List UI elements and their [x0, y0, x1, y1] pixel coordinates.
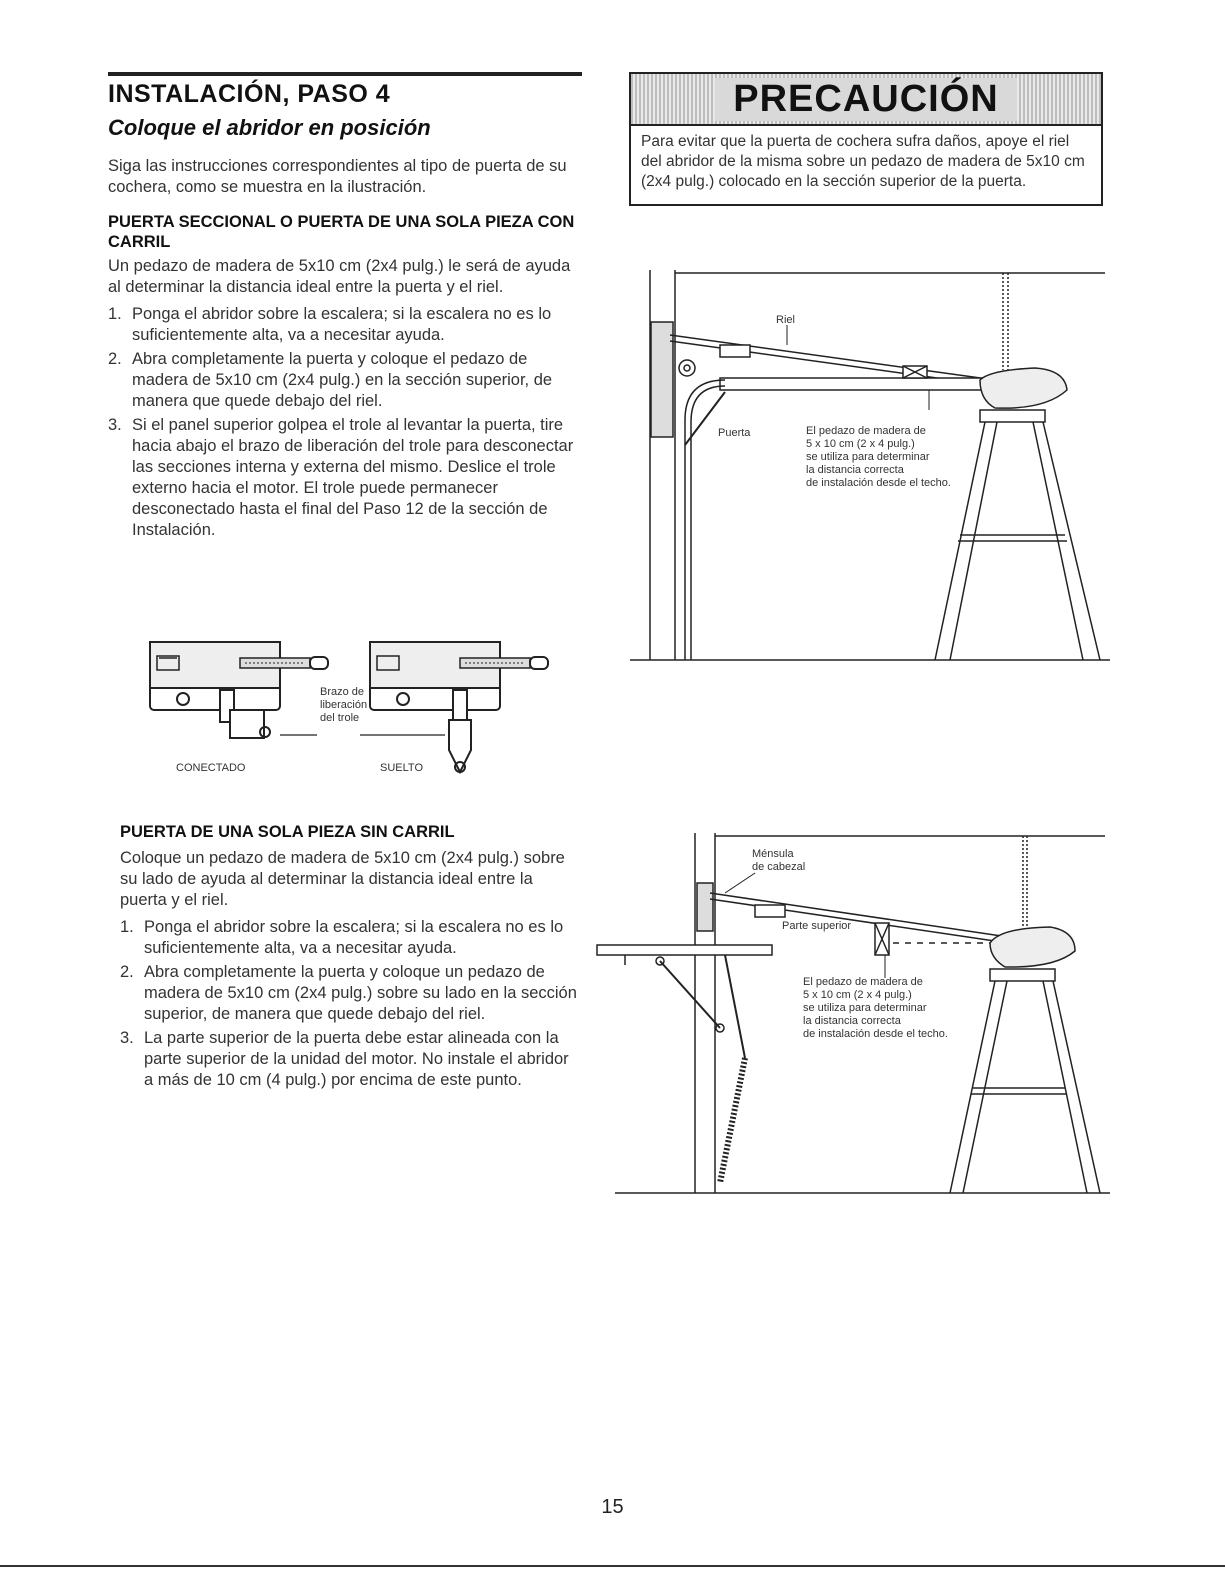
- connected-label: CONECTADO: [176, 762, 246, 774]
- step-item: 3. Si el panel superior golpea el trole al levantar la puerta, tire hacia abajo el brazo de liberación del trole para desconectar las secciones interna y externa del mismo. Deslice el trole externo hacia el motor. El trole puede permanecer desconectado hasta el final del Paso 12 de la sección de Instalación.: [108, 416, 574, 539]
- wood-note-label: El pedazo de madera de 5 x 10 cm (2 x 4 pulg.) se utiliza para determinar la distancia correcta de instalación desde el techo.: [803, 976, 948, 1040]
- top-label: Parte superior: [782, 920, 852, 932]
- section-sectional-door: [108, 212, 578, 544]
- header-bracket-label: Ménsula de cabezal: [752, 848, 806, 873]
- step-item: 2. Abra completamente la puerta y coloque el pedazo de madera de 5x10 cm (2x4 pulg.) en la sección superior, de manera que quede debajo del riel.: [108, 350, 553, 410]
- step-item: 1. Ponga el abridor sobre la escalera; si la escalera no es lo suficientemente alta, va a necesitar ayuda.: [108, 305, 552, 344]
- trolley-loose: [370, 642, 548, 772]
- caution-header: [631, 74, 1101, 126]
- section-heading: PUERTA DE UNA SOLA PIEZA SIN CARRIL: [120, 823, 455, 841]
- steps-list: [120, 917, 580, 1091]
- rail-label: Riel: [776, 314, 795, 326]
- section-one-piece-door: [120, 822, 580, 1094]
- caution-text: Para evitar que la puerta de cochera sufra daños, apoye el riel del abridor de la misma sobre un pedazo de madera de 5x10 cm (2x4 pulg.) colocado en la sección superior de la puerta.: [641, 133, 1085, 190]
- release-arm-label: Brazo de liberación del trole: [320, 686, 368, 724]
- step-item: 3. La parte superior de la puerta debe estar alineada con la parte superior de la unidad del motor. No instale el abridor a más de 10 cm (4 pulg.) por encima de este punto.: [120, 1029, 569, 1089]
- header-rule: [108, 72, 582, 76]
- section-text: Un pedazo de madera de 5x10 cm (2x4 pulg.) le será de ayuda al determinar la distancia ideal entre la puerta y el riel.: [108, 257, 571, 296]
- footer-rule: [0, 1565, 1225, 1567]
- intro-text: Siga las instrucciones correspondientes al tipo de puerta de su cochera, como se muestra en la ilustración.: [108, 157, 567, 196]
- step-item: 1. Ponga el abridor sobre la escalera; si la escalera no es lo suficientemente alta, va a necesitar ayuda.: [120, 918, 564, 957]
- wood-note-label: El pedazo de madera de 5 x 10 cm (2 x 4 pulg.) se utiliza para determinar la distancia correcta de instalación desde el techo.: [806, 425, 951, 489]
- page-subtitle: Coloque el abridor en posición: [108, 115, 431, 140]
- steps-list: [108, 304, 578, 541]
- page-title: INSTALACIÓN, PASO 4: [108, 80, 391, 108]
- trolley-connected: [150, 642, 328, 738]
- loose-label: SUELTO: [380, 762, 423, 774]
- step-item: 2. Abra completamente la puerta y coloque un pedazo de madera de 5x10 cm (2x4 pulg.) sobre su lado en la sección superior, de manera que quede debajo del riel.: [120, 963, 577, 1023]
- caution-box: [629, 72, 1103, 206]
- caution-title: PRECAUCIÓN: [715, 78, 1016, 121]
- section-heading: PUERTA SECCIONAL O PUERTA DE UNA SOLA PIEZA CON CARRIL: [108, 213, 575, 251]
- door-label: Puerta: [718, 427, 751, 439]
- page-number: 15: [601, 1496, 624, 1518]
- section-text: Coloque un pedazo de madera de 5x10 cm (2x4 pulg.) sobre su lado de ayuda al determinar la distancia ideal entre la puerta y el riel.: [120, 849, 565, 909]
